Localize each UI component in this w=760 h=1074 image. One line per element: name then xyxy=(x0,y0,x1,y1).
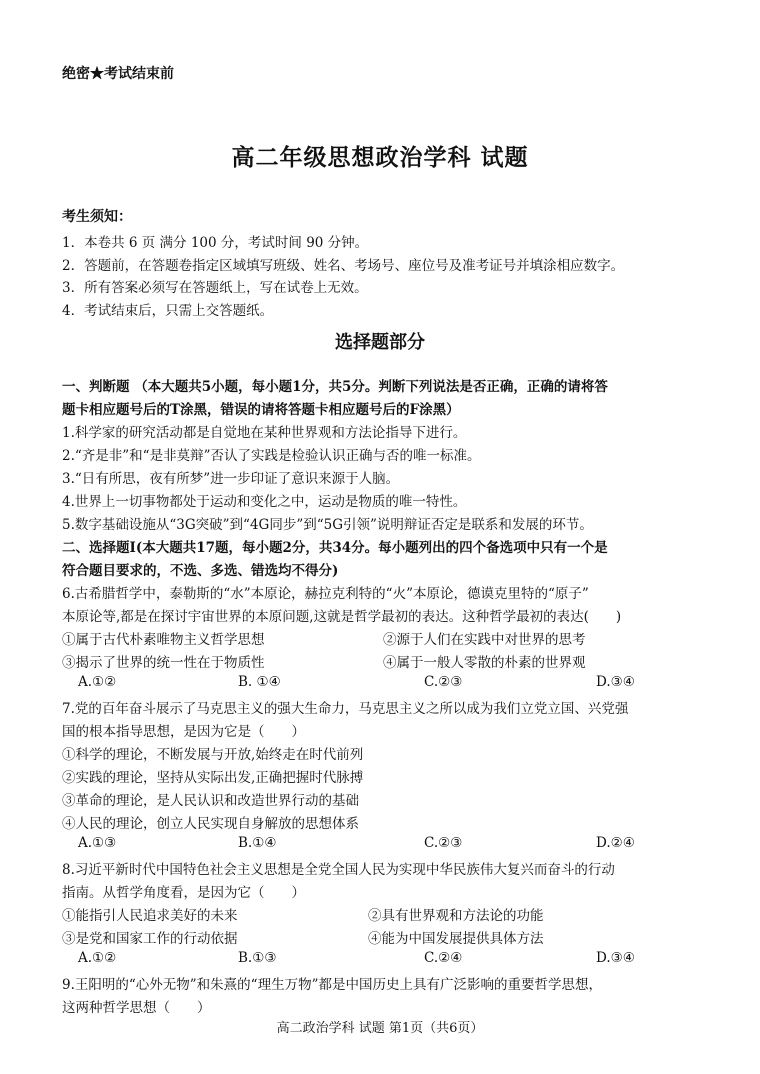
q8-stem: 8.习近平新时代中国特色社会主义思想是全党全国人民为实现中华民族伟大复兴而奋斗的行动 xyxy=(62,862,615,878)
q7-choice-c: C.②③ xyxy=(424,835,463,851)
q7-stem: 7.党的百年奋斗展示了马克思主义的强大生命力，马克思主义之所以成为我们立党立国、兴党强 xyxy=(62,701,629,717)
tf-question: 3.“日有所思，夜有所梦”进一步印证了意识来源于人脑。 xyxy=(62,471,400,487)
tf-question: 1.科学家的研究活动都是自觉地在某种世界观和方法论指导下进行。 xyxy=(62,425,467,441)
part2-heading: 二、选择题Ⅰ(本大题共17题，每小题2分，共34分。每小题列出的四个备选项中只有一个是 xyxy=(62,540,608,556)
q8-choice-a: A.①② xyxy=(78,950,117,966)
q8-option-3: ③是党和国家工作的行动依据 xyxy=(62,931,238,947)
notice-heading: 考生须知： xyxy=(62,209,132,225)
q6-option-1: ①属于古代朴素唯物主义哲学思想 xyxy=(62,632,265,648)
tf-question: 4.世界上一切事物都处于运动和变化之中，运动是物质的唯一特性。 xyxy=(62,494,467,510)
tf-question: 5.数字基础设施从“3G突破”到“4G同步”到“5G引领”说明辩证否定是联系和发展的环节。 xyxy=(62,517,593,533)
q7-option-1: ①科学的理论，不断发展与开放,始终走在时代前列 xyxy=(62,747,364,763)
q8-stem-cont: 指南。从哲学角度看，是因为它（ ） xyxy=(62,885,305,901)
q8-option-4: ④能为中国发展提供具体方法 xyxy=(368,931,544,947)
notice-item: 2．答题前，在答题卷指定区域填写班级、姓名、考场号、座位号及准考证号并填涂相应数字。 xyxy=(62,258,625,274)
q6-stem-cont: 本原论等,都是在探讨宇宙世界的本原问题,这就是哲学最初的表达。这种哲学最初的表达( ) xyxy=(62,609,622,625)
page-title: 高二年级思想政治学科 试题 xyxy=(231,144,529,171)
page-footer: 高二政治学科 试题 第1页（共6页） xyxy=(276,1021,484,1036)
q8-choice-c: C.②④ xyxy=(424,950,463,966)
q6-option-3: ③揭示了世界的统一性在于物质性 xyxy=(62,655,265,671)
confidential-mark: 绝密★考试结束前 xyxy=(62,66,174,82)
notice-item: 1．本卷共 6 页 满分 100 分，考试时间 90 分钟。 xyxy=(62,235,369,251)
q7-choice-b: B.①④ xyxy=(238,835,277,851)
q6-option-2: ②源于人们在实践中对世界的思考 xyxy=(383,632,586,648)
part1-heading: 一、判断题 （本大题共5小题，每小题1分，共5分。判断下列说法是否正确，正确的请将答 xyxy=(62,379,608,395)
q6-choice-b: B. ①④ xyxy=(238,674,281,690)
part2-heading-cont: 符合题目要求的，不选、多选、错选均不得分) xyxy=(62,563,339,579)
q7-stem-cont: 国的根本指导思想，是因为它是（ ） xyxy=(62,724,305,740)
q8-option-2: ②具有世界观和方法论的功能 xyxy=(368,908,544,924)
q7-choice-a: A.①③ xyxy=(78,835,117,851)
notice-item: 4．考试结束后，只需上交答题纸。 xyxy=(62,303,274,319)
q9-stem-cont: 这两种哲学思想（ ） xyxy=(62,1000,211,1016)
part1-heading-cont: 题卡相应题号后的T涂黑，错误的请将答题卡相应题号后的F涂黑） xyxy=(62,402,460,418)
q6-option-4: ④属于一般人零散的朴素的世界观 xyxy=(383,655,586,671)
q8-option-1: ①能指引人民追求美好的未来 xyxy=(62,908,238,924)
q7-choice-d: D.②④ xyxy=(596,835,635,851)
q7-option-2: ②实践的理论，坚持从实际出发,正确把握时代脉搏 xyxy=(62,770,364,786)
q8-choice-b: B.①③ xyxy=(238,950,277,966)
q6-stem: 6.古希腊哲学中，泰勒斯的“水”本原论，赫拉克利特的“火”本原论，德谟克里特的“原子” xyxy=(62,586,589,602)
q9-stem: 9.王阳明的“心外无物”和朱熹的“理生万物”都是中国历史上具有广泛影响的重要哲学思想， xyxy=(62,977,602,993)
q6-choice-c: C.②③ xyxy=(424,674,463,690)
q8-choice-d: D.③④ xyxy=(596,950,635,966)
tf-question: 2.“齐是非”和“是非莫辩”否认了实践是检验认识正确与否的唯一标准。 xyxy=(62,448,481,464)
q7-option-3: ③革命的理论，是人民认识和改造世界行动的基础 xyxy=(62,793,359,809)
q6-choice-a: A.①② xyxy=(78,674,117,690)
q7-option-4: ④人民的理论，创立人民实现自身解放的思想体系 xyxy=(62,816,359,832)
q6-choice-d: D.③④ xyxy=(596,674,635,690)
section-title: 选择题部分 xyxy=(335,332,425,353)
notice-item: 3．所有答案必须写在答题纸上，写在试卷上无效。 xyxy=(62,280,368,296)
